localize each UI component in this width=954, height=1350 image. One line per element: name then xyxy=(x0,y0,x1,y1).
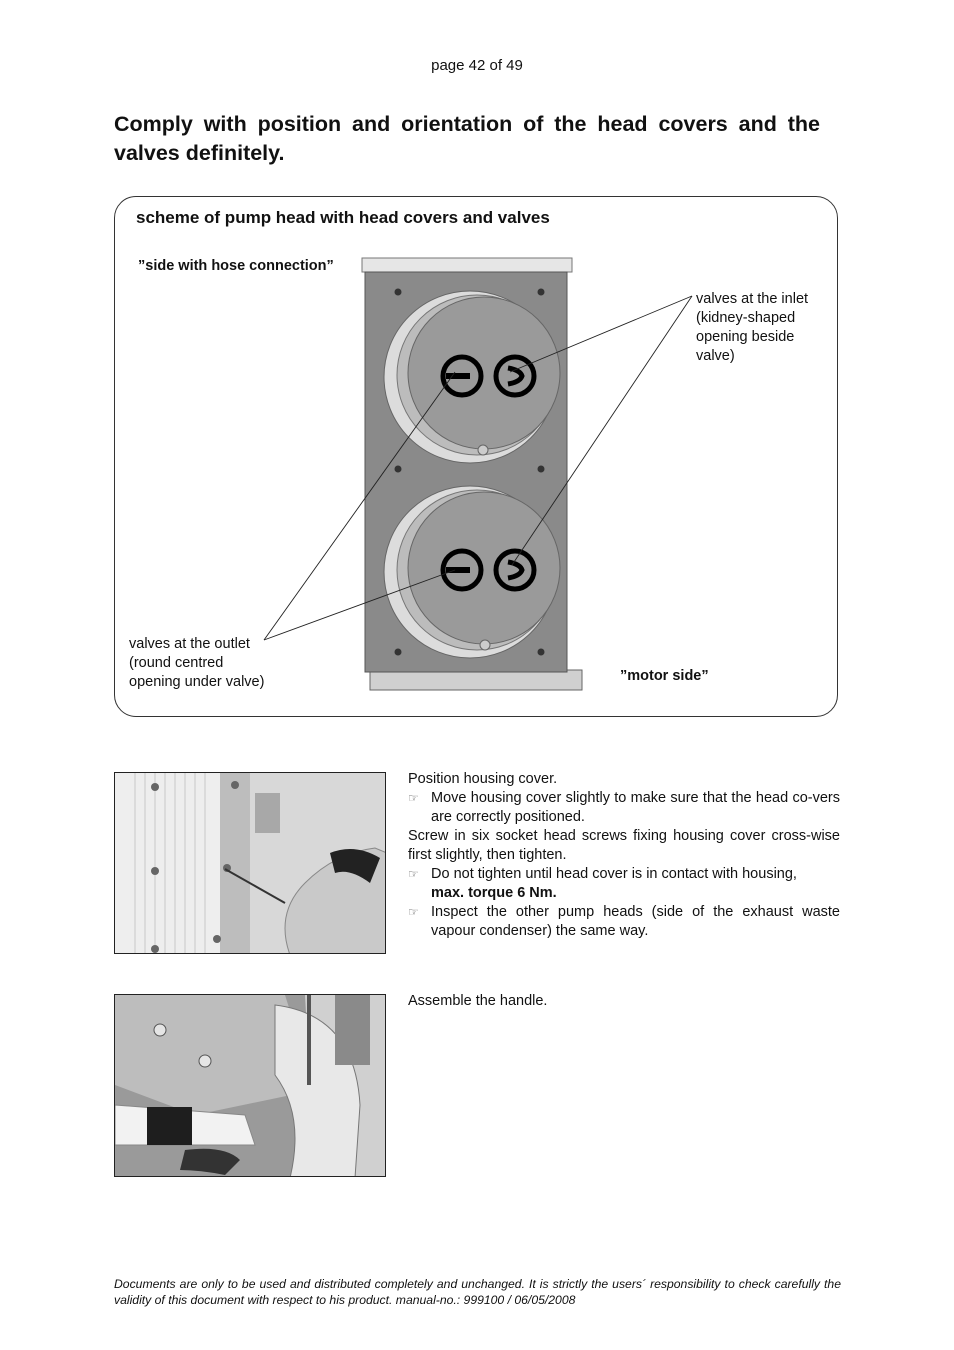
bullet-text: Move housing cover slightly to make sure that the head co-vers are correctly positioned. xyxy=(431,790,840,825)
torque-value: max. torque 6 Nm. xyxy=(431,885,557,901)
step-position-housing-cover xyxy=(408,770,840,941)
bullet-text: Inspect the other pump heads (side of the exhaust waste vapour condenser) the same way. xyxy=(431,904,840,939)
label-motor-side: ”motor side” xyxy=(620,668,709,684)
label-outlet-valves: valves at the outlet (round centred opening under valve) xyxy=(129,636,265,690)
bullet-text-torque xyxy=(431,865,840,903)
bottom-rail xyxy=(370,670,582,690)
bullet-text: Do not tighten until head cover is in contact with housing, xyxy=(431,866,797,882)
photo-handle xyxy=(114,994,386,1177)
pointing-hand-icon: ☞ xyxy=(408,905,419,919)
step-line: Screw in six socket head screws fixing housing cover cross-wise first slightly, then tighten. xyxy=(408,828,840,863)
bullet-item xyxy=(408,903,840,941)
bullet-item xyxy=(408,865,840,903)
step-line: Position housing cover. xyxy=(408,771,558,787)
scheme-title: scheme of pump head with head covers and valves xyxy=(136,208,550,227)
bullet-item xyxy=(408,789,840,827)
pointing-hand-icon: ☞ xyxy=(408,791,419,805)
page-heading: Comply with position and orientation of the head covers and the valves definitely. xyxy=(114,112,820,165)
page-number: page 42 of 49 xyxy=(431,57,523,74)
pointing-hand-icon: ☞ xyxy=(408,867,419,881)
label-inlet-valves: valves at the inlet (kidney-shaped opening beside valve) xyxy=(696,291,809,364)
top-rail xyxy=(362,258,572,272)
label-hose-side: ”side with hose connection” xyxy=(138,258,334,274)
photo-housing-cover xyxy=(114,772,386,954)
step-assemble-handle: Assemble the handle. xyxy=(408,993,548,1009)
page-footer: Documents are only to be used and distributed completely and unchanged. It is strictly the users´ responsibility to check carefully the validity of this document with respect to his product. manual-no.: 999100 / 06/05/2008 xyxy=(114,1277,841,1307)
